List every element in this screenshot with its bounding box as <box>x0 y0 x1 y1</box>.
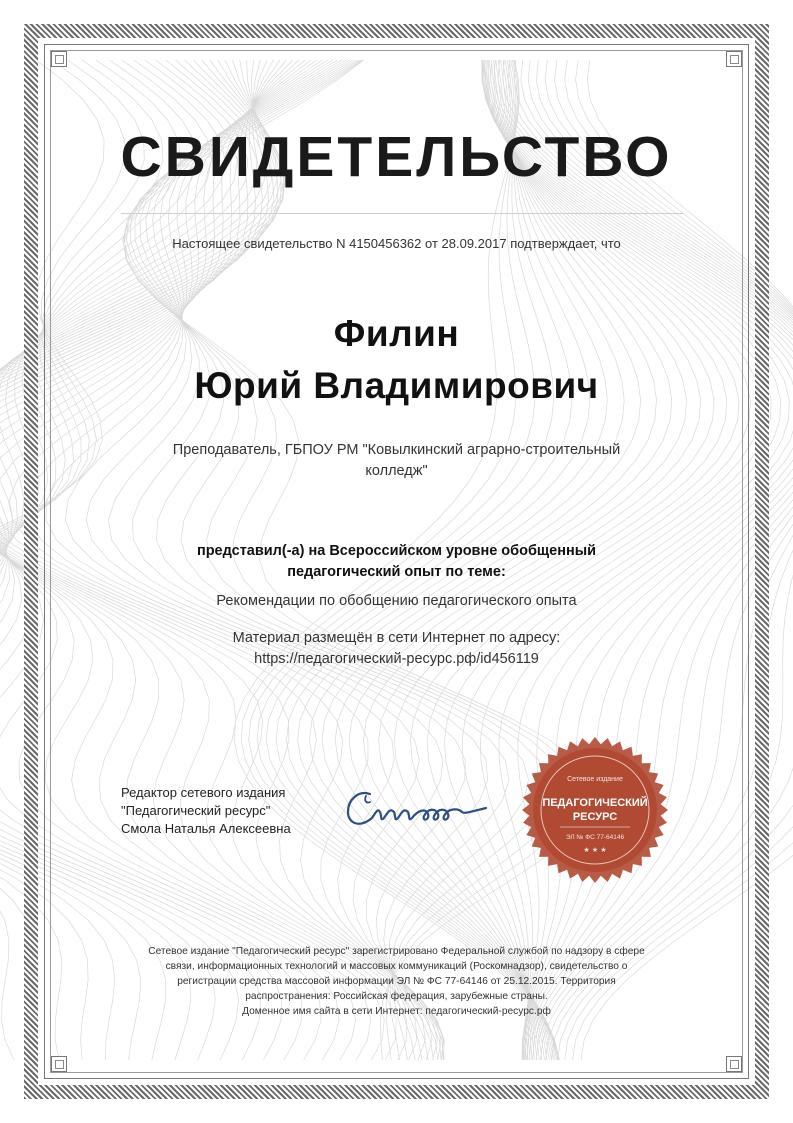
certificate-title: СВИДЕТЕЛЬСТВО <box>120 125 673 189</box>
editor-publication: "Педагогический ресурс" <box>121 803 271 818</box>
footer-line-1: Сетевое издание "Педагогический ресурс" зарегистрировано Федеральной службой по надзору в сфере <box>148 946 645 957</box>
material-location <box>100 628 693 670</box>
title-divider <box>121 213 683 214</box>
legal-footer <box>110 944 683 1019</box>
corner-ornament-top-right <box>726 51 742 67</box>
seal-registration: ЭЛ № ФС 77-64146 <box>565 834 625 841</box>
experience-topic: Рекомендации по обобщению педагогического опыта <box>216 593 577 609</box>
material-url: https://педагогический-ресурс.рф/id456119 <box>254 651 539 667</box>
signature-icon <box>340 778 500 838</box>
footer-line-4: распространения: Российская федерация, зарубежные страны. <box>245 991 548 1002</box>
seal-stars-icon: ★ ★ ★ <box>583 846 607 854</box>
corner-ornament-bottom-right <box>726 1056 742 1072</box>
position-line-2: колледж" <box>365 463 428 479</box>
editor-block <box>121 784 291 838</box>
presented-line-1: представил(-а) на Всероссийском уровне обобщенный <box>196 543 597 559</box>
recipient-surname: Филин <box>333 313 460 354</box>
corner-ornament-bottom-left <box>51 1056 67 1072</box>
presented-line-2: педагогический опыт по теме: <box>287 564 506 580</box>
footer-line-5: Доменное имя сайта в сети Интернет: педагогический-ресурс.рф <box>242 1006 551 1017</box>
recipient-name <box>100 308 693 412</box>
editor-role: Редактор сетевого издания <box>121 785 286 800</box>
editor-name: Смола Наталья Алексеевна <box>121 821 291 836</box>
corner-ornament-top-left <box>51 51 67 67</box>
footer-line-3: регистрации средства массовой информации ЭЛ № ФС 77-64146 от 25.12.2015. Территория <box>177 976 616 987</box>
recipient-given-names: Юрий Владимирович <box>194 365 599 406</box>
seal-top-text: Сетевое издание <box>567 776 623 783</box>
seal-title-line-1: ПЕДАГОГИЧЕСКИЙ <box>542 797 648 809</box>
material-label: Материал размещён в сети Интернет по адресу: <box>232 630 561 646</box>
footer-line-2: связи, информационных технологий и массовых коммуникаций (Роскомнадзор), свидетельство о <box>165 961 628 972</box>
seal-title-line-2: РЕСУРС <box>572 811 618 823</box>
presented-statement <box>150 541 643 583</box>
position-line-1: Преподаватель, ГБПОУ РМ "Ковылкинский аграрно-строительный <box>172 442 621 458</box>
recipient-position <box>130 440 663 482</box>
certificate-intro: Настоящее свидетельство N 4150456362 от 28.09.2017 подтверждает, что <box>172 236 621 251</box>
publication-seal <box>520 735 670 885</box>
